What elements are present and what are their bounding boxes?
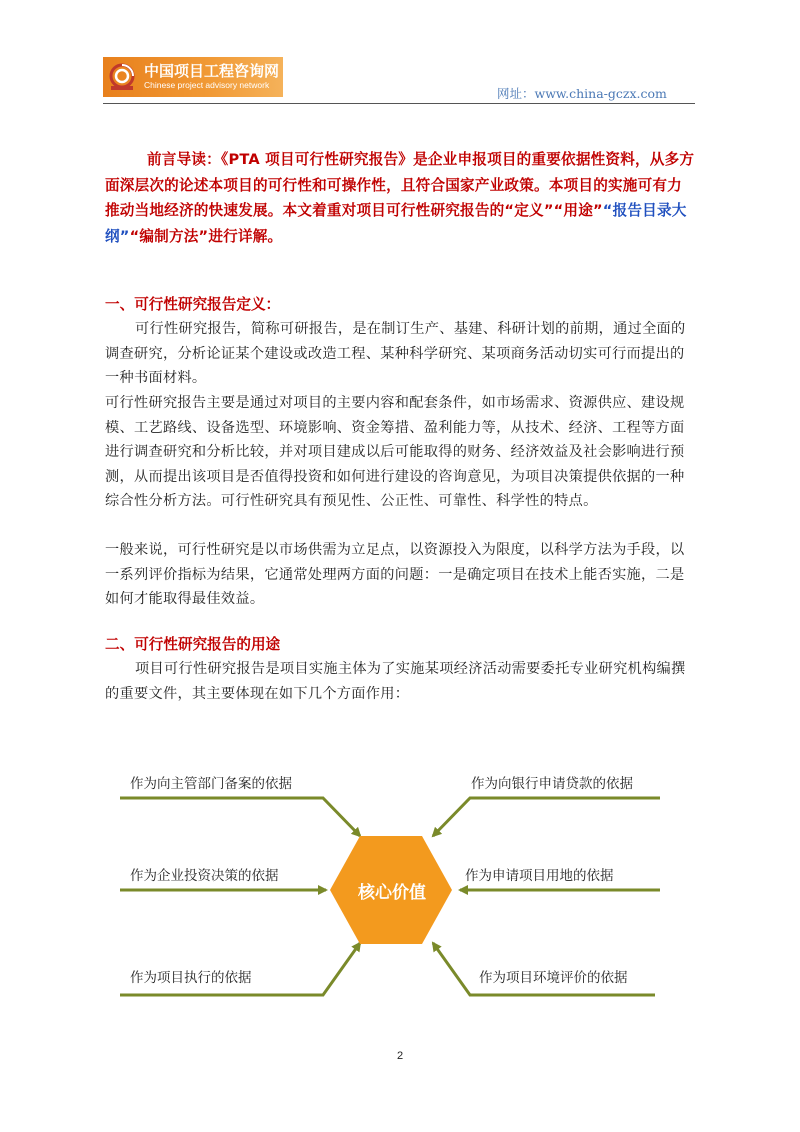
website-url[interactable] <box>497 84 667 102</box>
section1-heading: 一、可行性研究报告定义： <box>105 296 281 313</box>
connector-top-left <box>120 798 360 836</box>
label-filing-basis: 作为向主管部门备案的依据 <box>130 776 292 792</box>
label-environmental-assessment: 作为项目环境评价的依据 <box>479 970 628 986</box>
header-divider <box>103 103 695 104</box>
page-number: 2 <box>396 1050 404 1062</box>
url-label: 网址： <box>497 86 535 101</box>
intro-text-highlight: “报告目录大纲” <box>105 202 687 245</box>
intro-text-end: “编制方法”进行详解。 <box>129 227 283 245</box>
section2-heading: 二、可行性研究报告的用途 <box>105 636 281 653</box>
label-bank-loan: 作为向银行申请贷款的依据 <box>471 776 633 792</box>
section1-para1: 可行性研究报告，简称可研报告，是在制订生产、基建、科研计划的前期，通过全面的调查研究，分析论证某个建设或改造工程、某种科学研究、某项商务活动切实可行而提出的一种书面材料。 <box>105 321 686 387</box>
intro-paragraph <box>105 147 695 249</box>
core-value-diagram <box>120 760 680 1010</box>
logo-english-name: Chinese project advisory network <box>144 80 270 90</box>
logo-emblem-icon <box>108 62 138 92</box>
site-logo[interactable] <box>103 57 283 97</box>
connector-top-right <box>433 798 660 836</box>
core-value-label: 核心价值 <box>358 883 426 903</box>
intro-text-main: 前言导读：《PTA 项目可行性研究报告》是企业申报项目的重要依据性资料，从多方面深层次的论述本项目的可行性和可操作性，且符合国家产业政策。本项目的实施可有力推动当地经济的快速发展。本文着重对项目可行性研究报告的“定义”“用途” <box>105 151 695 219</box>
section2-para1: 项目可行性研究报告是项目实施主体为了实施某项经济活动需要委托专业研究机构编撰的重要文件，其主要体现在如下几个方面作用： <box>105 661 686 702</box>
section1-para3: 一般来说，可行性研究是以市场供需为立足点，以资源投入为限度，以科学方法为手段，以一系列评价指标为结果，它通常处理两方面的问题：一是确定项目在技术上能否实施，二是如何才能取得最佳效益。 <box>105 542 685 608</box>
label-land-application: 作为申请项目用地的依据 <box>465 868 614 884</box>
url-link[interactable]: www.china-gczx.com <box>534 86 667 101</box>
logo-chinese-name: 中国项目工程咨询网 <box>144 62 280 80</box>
section1-para2: 可行性研究报告主要是通过对项目的主要内容和配套条件，如市场需求、资源供应、建设规模、工艺路线、设备选型、环境影响、资金筹措、盈利能力等，从技术、经济、工程等方面进行调查研究和分析比较，并对项目建成以后可能取得的财务、经济效益及社会影响进行预测，从而提出该项目是否值得投资和如何进行建设的咨询意见，为项目决策提供依据的一种综合性分析方法。可行性研究具有预见性、公正性、可靠性、科学性的特点。 <box>105 395 685 510</box>
label-investment-decision: 作为企业投资决策的依据 <box>130 868 279 884</box>
label-project-execution: 作为项目执行的依据 <box>130 970 252 986</box>
